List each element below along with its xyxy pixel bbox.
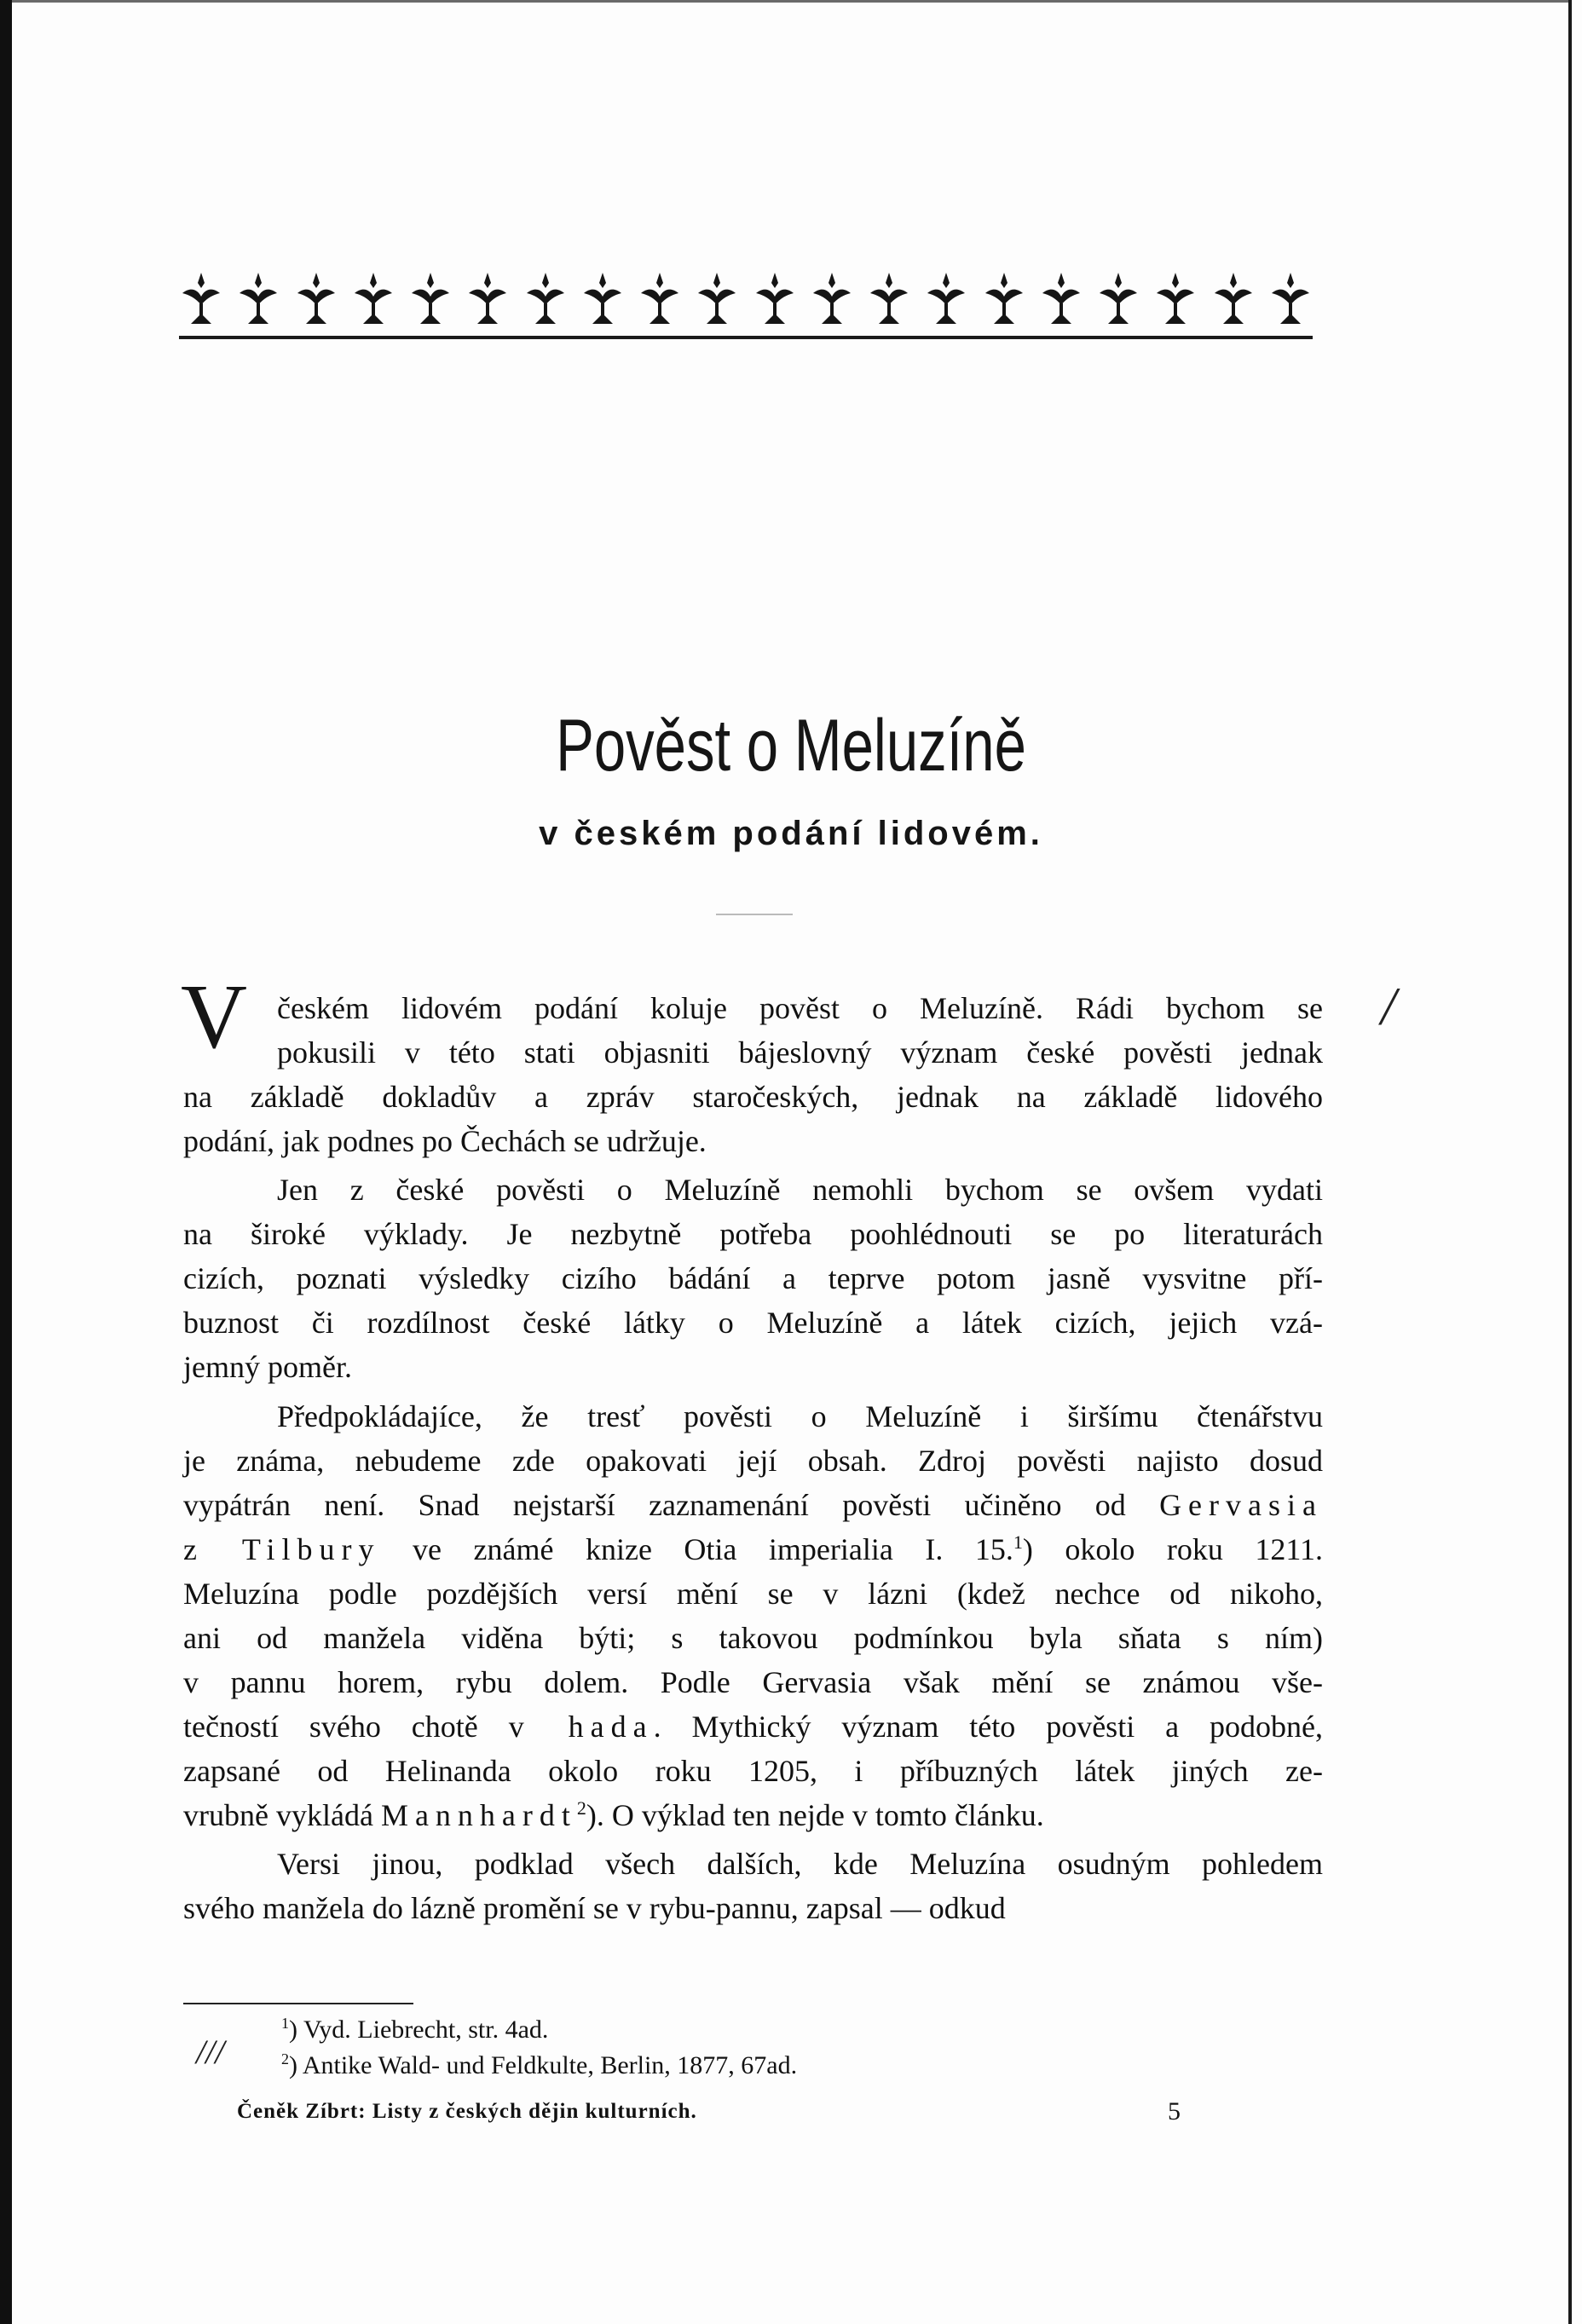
- text-line: [277, 986, 1323, 1030]
- fleuron-ornament-icon: [294, 271, 338, 331]
- text-run: podání, jak podnes po Čechách se udržuje.: [183, 1124, 707, 1158]
- margin-pencil-marks: ///: [196, 2033, 225, 2071]
- footnote-2: [281, 2049, 797, 2083]
- text-line: [183, 1886, 1323, 1930]
- text-line: [183, 1704, 1323, 1749]
- footnote-ref: 2: [576, 1797, 586, 1819]
- text-line: [183, 1616, 1323, 1660]
- footnote-1: [281, 2013, 548, 2047]
- fleuron-ornament-icon: [638, 271, 682, 331]
- fleuron-ornament-icon: [1096, 271, 1140, 331]
- fleuron-ornament-icon: [753, 271, 797, 331]
- text-line: [277, 1394, 1323, 1439]
- margin-pencil-mark: /: [1381, 976, 1396, 1036]
- text-line: [277, 1168, 1323, 1212]
- text-line: [183, 1256, 1323, 1300]
- text-run: Jen z české pověsti o Meluzíně nemohli bychom se ovšem vydati: [277, 1173, 1323, 1207]
- text-line: [183, 1660, 1323, 1704]
- page-number: 5: [1168, 2097, 1181, 2125]
- text-line: [183, 1483, 1323, 1527]
- fleuron-ornament-icon: [924, 271, 968, 331]
- fleuron-ornament-icon: [408, 271, 453, 331]
- ornament-rule: [179, 336, 1313, 339]
- footnote-rule: [183, 2003, 413, 2004]
- footnote-2-mark: 2: [281, 2050, 289, 2067]
- fleuron-ornament-icon: [351, 271, 396, 331]
- text-run: svého manžela do lázně promění se v rybu-pannu, zapsal — odkud: [183, 1891, 1006, 1925]
- text-run: pokusili v této stati objasniti bájeslovný význam české pověsti jednak: [277, 1035, 1323, 1070]
- fleuron-ornament-icon: [1039, 271, 1083, 331]
- text-line: [183, 1300, 1323, 1345]
- footnote-2-text: ) Antike Wald- und Feldkulte, Berlin, 1877, 67ad.: [289, 2051, 798, 2079]
- text-run: cizích, poznati výsledky cizího bádání a teprve potom jasně vysvitne pří-: [183, 1261, 1323, 1295]
- spaced-name: Mannhardt: [380, 1798, 577, 1832]
- text-run: tečností svého chotě: [183, 1710, 509, 1744]
- fleuron-ornament-icon: [236, 271, 280, 331]
- fleuron-ornament-icon: [1153, 271, 1198, 331]
- title-separator: [716, 914, 793, 915]
- fleuron-ornament-icon: [695, 271, 739, 331]
- page-edge-left: [0, 0, 12, 2324]
- spaced-name: z Tilbury: [183, 1532, 381, 1566]
- text-run: buznost či rozdílnost české látky o Meluzíně a látek cizích, jejich vzá-: [183, 1306, 1323, 1340]
- footnote-1-mark: 1: [281, 2015, 289, 2032]
- text-run: v pannu horem, rybu dolem. Podle Gervasia však mění se známou vše-: [183, 1665, 1323, 1699]
- text-run: Meluzína podle pozdějších versí mění se v lázni (kdež nechce od nikoho,: [183, 1577, 1323, 1611]
- fleuron-ornament-icon: [580, 271, 625, 331]
- drop-cap: V: [181, 966, 247, 1068]
- text-run: na základě dokladův a zpráv staročeských, jednak na základě lidového: [183, 1080, 1323, 1114]
- text-line: [183, 1075, 1323, 1119]
- running-footer: Čeněk Zíbrt: Listy z českých dějin kulturních.: [237, 2100, 697, 2123]
- fleuron-ornament-icon: [1211, 271, 1256, 331]
- text-line: [183, 1345, 1323, 1389]
- ornament-row: [179, 271, 1313, 331]
- fleuron-ornament-icon: [867, 271, 911, 331]
- text-line: [277, 1030, 1323, 1075]
- text-run: jemný poměr.: [183, 1350, 352, 1384]
- text-run: zapsané od Helinanda okolo roku 1205, i příbuzných látek jiných ze-: [183, 1754, 1323, 1788]
- text-line: [183, 1439, 1323, 1483]
- footnote-1-text: ) Vyd. Liebrecht, str. 4ad.: [289, 2015, 549, 2044]
- text-run: vypátrán není. Snad nejstarší zaznamenání pověsti učiněno od: [183, 1488, 1160, 1522]
- fleuron-ornament-icon: [982, 271, 1026, 331]
- text-run: Předpokládajíce, že tresť pověsti o Meluzíně i širšímu čtenářstvu: [277, 1399, 1323, 1433]
- text-line: [183, 1119, 1323, 1163]
- fleuron-ornament-icon: [465, 271, 510, 331]
- text-run: vrubně vykládá: [183, 1798, 381, 1832]
- fleuron-ornament-icon: [179, 271, 223, 331]
- text-run: na široké výklady. Je nezbytně potřeba poohlédnouti se po literaturách: [183, 1217, 1323, 1251]
- page-edge-top: [12, 0, 1568, 3]
- text-run: je známa, nebudeme zde opakovati její obsah. Zdroj pověsti najisto dosud: [183, 1444, 1323, 1478]
- page-title: Pověst o Meluzíně: [556, 705, 1026, 787]
- text-run: českém lidovém podání koluje pověst o Meluzíně. Rádi bychom se: [277, 991, 1323, 1025]
- text-line: [183, 1749, 1323, 1793]
- fleuron-ornament-icon: [1268, 271, 1313, 331]
- text-run: ). O výklad ten nejde v tomto článku.: [586, 1798, 1044, 1832]
- page-subtitle: v českém podání lidovém.: [539, 815, 1043, 852]
- text-line: [183, 1527, 1323, 1571]
- fleuron-ornament-icon: [523, 271, 568, 331]
- text-run: ) okolo roku 1211.: [1022, 1532, 1323, 1566]
- text-run: ve známé knize Otia imperialia I. 15.: [380, 1532, 1013, 1566]
- fleuron-ornament-icon: [810, 271, 854, 331]
- spaced-name: v hada: [508, 1710, 654, 1744]
- text-line: [183, 1571, 1323, 1616]
- footnote-ref: 1: [1013, 1531, 1023, 1553]
- text-line: [183, 1212, 1323, 1256]
- text-line: [183, 1793, 1323, 1837]
- text-run: ani od manžela viděna býti; s takovou podmínkou byla sňata s ním): [183, 1621, 1323, 1655]
- text-run: Versi jinou, podklad všech dalších, kde Meluzína osudným pohledem: [277, 1847, 1323, 1881]
- text-line: [277, 1842, 1323, 1886]
- page-edge-right: [1568, 0, 1572, 2324]
- spaced-name: Gervasia: [1159, 1488, 1323, 1522]
- text-run: . Mythický význam této pověsti a podobné,: [653, 1710, 1323, 1744]
